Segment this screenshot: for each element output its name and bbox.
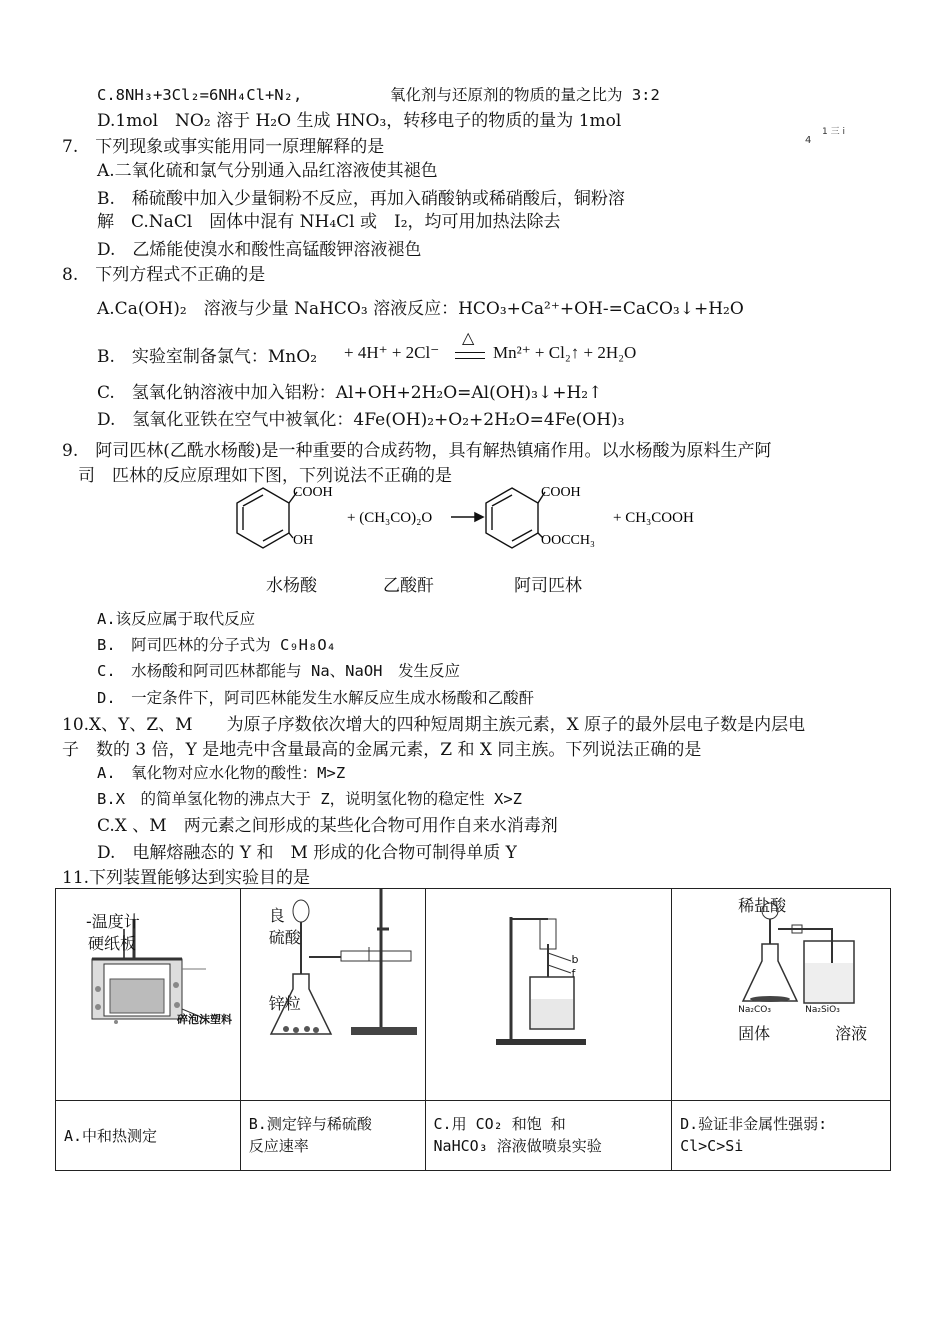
q9-optD: D. 一定条件下，阿司匹林能发生水解反应生成水杨酸和乙酸酐 [97, 689, 535, 707]
caption-c-line2: NaHCO₃ 溶液做喷泉实验 [433, 1137, 602, 1155]
margin-note-text: 1 三 i [822, 127, 845, 137]
q7-optB: B. 稀硫酸中加入少量铜粉不反应，再加入硝酸钠或稀硝酸后，铜粉溶 [97, 189, 625, 209]
q10-optA: A. 氧化物对应水化物的酸性：M>Z [97, 764, 346, 782]
label-f: f [571, 967, 576, 980]
apparatus-table [55, 888, 891, 1171]
caption-d-line1: D.验证非金属性强弱: [680, 1115, 828, 1133]
figure-cell-d [672, 889, 891, 1101]
caption-cell-a [56, 1101, 241, 1171]
caption-cell-c [425, 1101, 672, 1171]
label-na2sio3: Na₂SiO₃ [805, 1005, 840, 1015]
acetic-acid-label: + CH₃COOH [613, 510, 694, 526]
q9-stem: 9. 阿司匹林(乙酰水杨酸)是一种重要的合成药物，具有解热镇痛作用。以水杨酸为原料生产阿 [62, 441, 772, 461]
q10-stem-cont: 子 数的 3 倍，Y 是地壳中含量最高的金属元素，Z 和 X 同主族。下列说法正确的是 [62, 740, 702, 760]
label-cardboard: 硬纸板 [88, 934, 137, 953]
label-acid-1: 良 [268, 906, 285, 925]
name-aspirin: 阿司匹林 [514, 576, 582, 596]
q8-optA: A.Ca(OH)₂ 溶液与少量 NaHCO₃ 溶液反应：HCO₃+Ca²⁺+OH-=CaCO₃↓+H₂O [97, 299, 744, 319]
q10-optB: B.X 的简单氢化物的沸点大于 Z，说明氢化物的稳定性 X>Z [97, 790, 522, 808]
q10-stem: 10.X、Y、Z、M 为原子序数依次增大的四种短周期主族元素，X 原子的最外层电子数是内层电 [62, 715, 806, 735]
calorimeter-figure [56, 889, 241, 1101]
label-zinc: 锌粒 [268, 994, 301, 1013]
q9-optA: A.该反应属于取代反应 [97, 610, 256, 628]
q9-stem-cont: 司 匹林的反应原理如下图，下列说法不正确的是 [78, 466, 452, 486]
figure-cell-b [240, 889, 425, 1101]
q6-optC-formula: C.8NH₃+3Cl₂=6NH₄Cl+N₂, [97, 86, 303, 104]
q6-optD: D.1mol NO₂ 溶于 H₂O 生成 HNO₃，转移电子的物质的量为 1mol [97, 111, 622, 131]
aspirin-ring [486, 488, 545, 548]
q11-stem: 11.下列装置能够达到实验目的是 [62, 868, 311, 888]
cooh-label-1: COOH [293, 485, 333, 500]
caption-a: A.中和热测定 [64, 1127, 158, 1145]
label-hcl: 稀盐酸 [738, 896, 787, 915]
fountain-figure [426, 889, 673, 1101]
figure-cell-a [56, 889, 241, 1101]
label-solid: 固体 [738, 1024, 771, 1043]
q6-optC-text: 氧化剂与还原剂的物质的量之比为 3:2 [390, 86, 660, 104]
caption-b-line2: 反应速率 [248, 1137, 309, 1155]
label-solution: 溶液 [835, 1024, 868, 1043]
oh-label: OH [293, 533, 314, 548]
q8-eq-right: Mn²⁺ + Cl₂↑ + 2H₂O [493, 343, 637, 362]
name-acetic-anhydride: 乙酸酐 [383, 576, 434, 596]
salicylic-acid-ring [237, 488, 297, 548]
q7-optB-cont: 解 C.NaCl 固体中混有 NH₄Cl 或 I₂，均可用加热法除去 [97, 212, 561, 232]
label-na2co3: Na₂CO₃ [738, 1005, 771, 1015]
q9-optB: B. 阿司匹林的分子式为 C₉H₈O₄ [97, 636, 336, 654]
acetic-anhydride-label: + (CH₃CO)₂O [347, 510, 433, 526]
reaction-arrow [451, 513, 483, 521]
caption-b-line1: B.测定锌与稀硫酸 [248, 1115, 372, 1133]
q10-optC: C.X 、M 两元素之间形成的某些化合物可用作自来水消毒剂 [97, 816, 558, 836]
cooh-label-2: COOH [541, 485, 581, 500]
q8-optD: D. 氢氧化亚铁在空气中被氧化：4Fe(OH)₂+O₂+2H₂O=4Fe(OH)₃ [97, 410, 625, 430]
q7-optD: D. 乙烯能使溴水和酸性高锰酸钾溶液褪色 [97, 240, 422, 260]
q8-optC: C. 氢氧化钠溶液中加入铝粉：Al+OH+2H₂O=Al(OH)₃↓+H₂↑ [97, 383, 603, 403]
figure-cell-c [425, 889, 672, 1101]
label-acid-2: 硫酸 [268, 928, 301, 947]
heat-symbol: △ [462, 330, 475, 347]
name-salicylic-acid: 水杨酸 [266, 576, 317, 596]
label-foam: 碎泡沫塑料 [177, 1013, 232, 1026]
ester-label: OOCCH₃ [541, 533, 595, 548]
margin-note-num: 4 [805, 135, 812, 146]
q7-stem: 7. 下列现象或事实能用同一原理解释的是 [62, 137, 385, 157]
q8-eq-left: + 4H⁺ + 2Cl⁻ [344, 343, 440, 362]
caption-cell-d [672, 1101, 891, 1171]
q8-stem: 8. 下列方程式不正确的是 [62, 265, 266, 285]
q10-optD: D. 电解熔融态的 Y 和 M 形成的化合物可制得单质 Y [97, 843, 517, 863]
caption-cell-b [240, 1101, 425, 1171]
caption-d-line2: Cl>C>Si [680, 1137, 744, 1155]
q7-optA: A.二氧化硫和氯气分别通入品红溶液使其褪色 [97, 161, 438, 181]
caption-c-line1: C.用 CO₂ 和饱 和 [433, 1115, 566, 1133]
reaction-scheme [225, 478, 725, 558]
nonmetal-figure [672, 889, 891, 1101]
equals-sign [455, 352, 485, 359]
q9-optC: C. 水杨酸和阿司匹林都能与 Na、NaOH 发生反应 [97, 662, 460, 680]
label-thermometer: -温度计 [86, 912, 140, 931]
label-b: b [571, 953, 579, 966]
q8-optB: B. 实验室制备氯气：MnO₂ [97, 347, 318, 367]
